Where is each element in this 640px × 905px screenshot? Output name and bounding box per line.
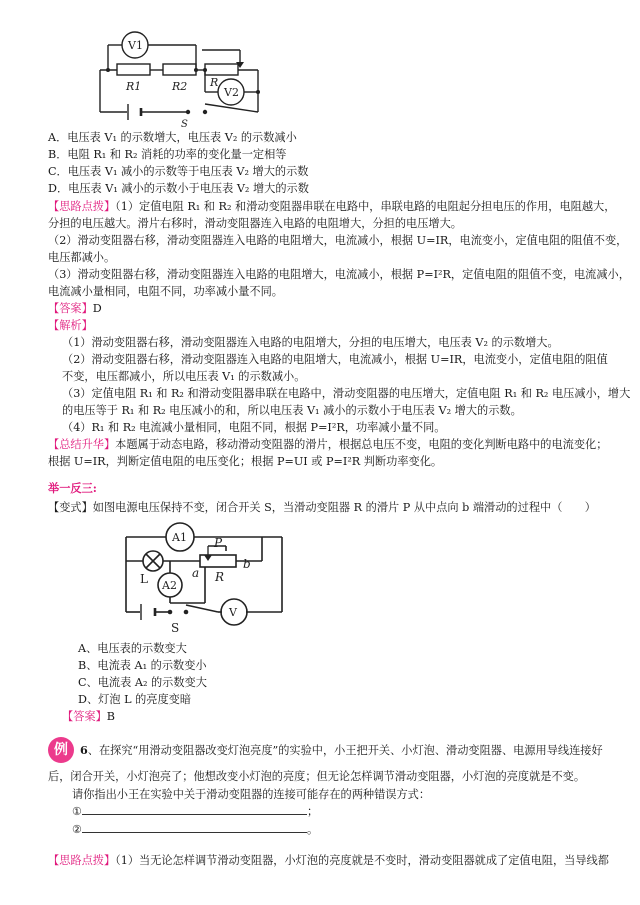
example-6-line-2: 后，闭合开关，小灯泡亮了；他想改变小灯泡的亮度；但无论怎样调节滑动变阻器，小灯泡的亮度就是不变。 bbox=[48, 770, 586, 783]
hint-2-tag: 【思路点拨】 bbox=[48, 854, 116, 867]
option-c: C．电压表 V₁ 减小的示数等于电压表 V₂ 增大的示数 bbox=[48, 165, 309, 178]
variant-question: 【变式】如图电源电压保持不变，闭合开关 S，当滑动变阻器 R 的滑片 P 从中点向 b 端滑动的过程中（ ） bbox=[48, 501, 596, 514]
option-d: D．电压表 V₁ 减小的示数小于电压表 V₂ 增大的示数 bbox=[48, 182, 309, 195]
r1-label: R1 bbox=[126, 80, 142, 93]
analysis-line-4: （3）定值电阻 R₁ 和 R₂ 和滑动变阻器串联在电路中，滑动变阻器的电压增大，定值电阻 R₁ 和 R₂ 电压减小，增大 bbox=[62, 387, 631, 400]
example-badge: 例 bbox=[48, 737, 74, 763]
analysis-line-5: 的电压等于 R₁ 和 R₂ 电压减小的和，所以电压表 V₁ 减小的示数小于电压表 V₂ 增大的示数。 bbox=[62, 404, 522, 417]
hint-line-5: （3）滑动变阻器右移，滑动变阻器连入电路的电阻增大，电流减小，根据 P=I²R，定值电阻的阻值不变，电流减小， bbox=[48, 268, 630, 281]
analysis-line-2: （2）滑动变阻器右移，滑动变阻器连入电路的电阻增大，电流减小，根据 U=IR，电流变小，定值电阻的阻值 bbox=[62, 353, 608, 366]
s-label: S bbox=[181, 119, 188, 130]
r-label: R bbox=[210, 76, 219, 89]
summary-tag: 【总结升华】 bbox=[48, 438, 116, 451]
variant-option-d: D、灯泡 L 的亮度变暗 bbox=[78, 693, 192, 706]
hint-line-4: 电压都减小。 bbox=[48, 251, 116, 264]
v-label: V bbox=[229, 606, 237, 619]
answer-value: D bbox=[92, 302, 102, 315]
analysis-line-3: 不变，电压都减小，所以电压表 V₁ 的示数减小。 bbox=[62, 370, 306, 383]
hint-line-6: 电流减小量相同，电阻不同，功率减小量不同。 bbox=[48, 285, 283, 298]
variant-option-b: B、电流表 A₁ 的示数变小 bbox=[78, 659, 207, 672]
section-heading: 举一反三: bbox=[48, 481, 97, 495]
hint-2-line: 【思路点拨】（1）当无论怎样调节滑动变阻器，小灯泡的亮度就是不变时，滑动变阻器就成了定值电阻，当导线都 bbox=[48, 854, 609, 867]
p-label: P bbox=[214, 536, 223, 550]
variant-tag: 【变式】 bbox=[48, 501, 93, 514]
analysis-line-6: （4）R₁ 和 R₂ 电流减小量相同，电阻不同，根据 P=I²R，功率减小量不同。 bbox=[62, 421, 446, 434]
option-b: B．电阻 R₁ 和 R₂ 消耗的功率的变化量一定相等 bbox=[48, 148, 287, 161]
answer-1 bbox=[48, 300, 102, 317]
hint-line-3: （2）滑动变阻器右移，滑动变阻器连入电路的电阻增大，电流减小，根据 U=IR，电流变小，定值电阻的阻值不变， bbox=[48, 234, 628, 247]
answer-2-value: B bbox=[106, 710, 115, 723]
circuit-diagram-2 bbox=[0, 515, 640, 640]
summary-line-2: 根据 U=IR，判断定值电阻的电压变化；根据 P=UI 或 P=I²R 判断功率变化。 bbox=[48, 455, 443, 468]
circuit-diagram-1 bbox=[0, 0, 640, 130]
a-label: a bbox=[192, 566, 200, 580]
answer-blank-1[interactable]: ① ； bbox=[72, 805, 319, 818]
a1-label: A1 bbox=[172, 531, 187, 544]
r-label: R bbox=[215, 570, 225, 584]
v2-label: V2 bbox=[224, 86, 239, 99]
example-number: 6 bbox=[80, 743, 88, 757]
option-a: A．电压表 V₁ 的示数增大，电压表 V₂ 的示数减小 bbox=[48, 131, 297, 144]
r2-label: R2 bbox=[172, 80, 188, 93]
s-label: S bbox=[171, 621, 180, 635]
answer-2: 【答案】B bbox=[62, 710, 115, 723]
hint-line-1: 【思路点拨】（1）定值电阻 R₁ 和 R₂ 和滑动变阻器串联在电路中，串联电路的电阻起分担电压的作用，电阻越大， bbox=[48, 200, 616, 213]
analysis-tag: 【解析】 bbox=[48, 319, 93, 332]
a2-label: A2 bbox=[162, 579, 177, 592]
hint-line-2: 分担的电压越大。滑片右移时，滑动变阻器连入电路的电阻增大，分担的电压增大。 bbox=[48, 217, 462, 230]
answer-blank-2[interactable]: ② 。 bbox=[72, 823, 319, 836]
v1-label: V1 bbox=[128, 39, 143, 52]
analysis-line-1: （1）滑动变阻器右移，滑动变阻器连入电路的电阻增大，分担的电压增大，电压表 V₂ 的示数增大。 bbox=[62, 336, 559, 349]
b-label: b bbox=[243, 557, 251, 571]
summary-line-1: 【总结升华】本题属于动态电路，移动滑动变阻器的滑片，根据总电压不变，电阻的变化判断电路中的电流变化； bbox=[48, 438, 608, 451]
hint-tag: 【思路点拨】 bbox=[48, 200, 116, 213]
answer-tag: 【答案】 bbox=[48, 302, 93, 315]
example-6-line-1: 6、在探究“用滑动变阻器改变灯泡亮度”的实验中，小王把开关、小灯泡、滑动变阻器、电源用导线连接好 bbox=[80, 743, 603, 757]
l-label: L bbox=[140, 572, 148, 586]
variant-option-a: A、电压表的示数变大 bbox=[78, 642, 187, 655]
variant-option-c: C、电流表 A₂ 的示数变大 bbox=[78, 676, 207, 689]
example-6-line-3: 请你指出小王在实验中关于滑动变阻器的连接可能存在的两种错误方式： bbox=[72, 788, 431, 801]
